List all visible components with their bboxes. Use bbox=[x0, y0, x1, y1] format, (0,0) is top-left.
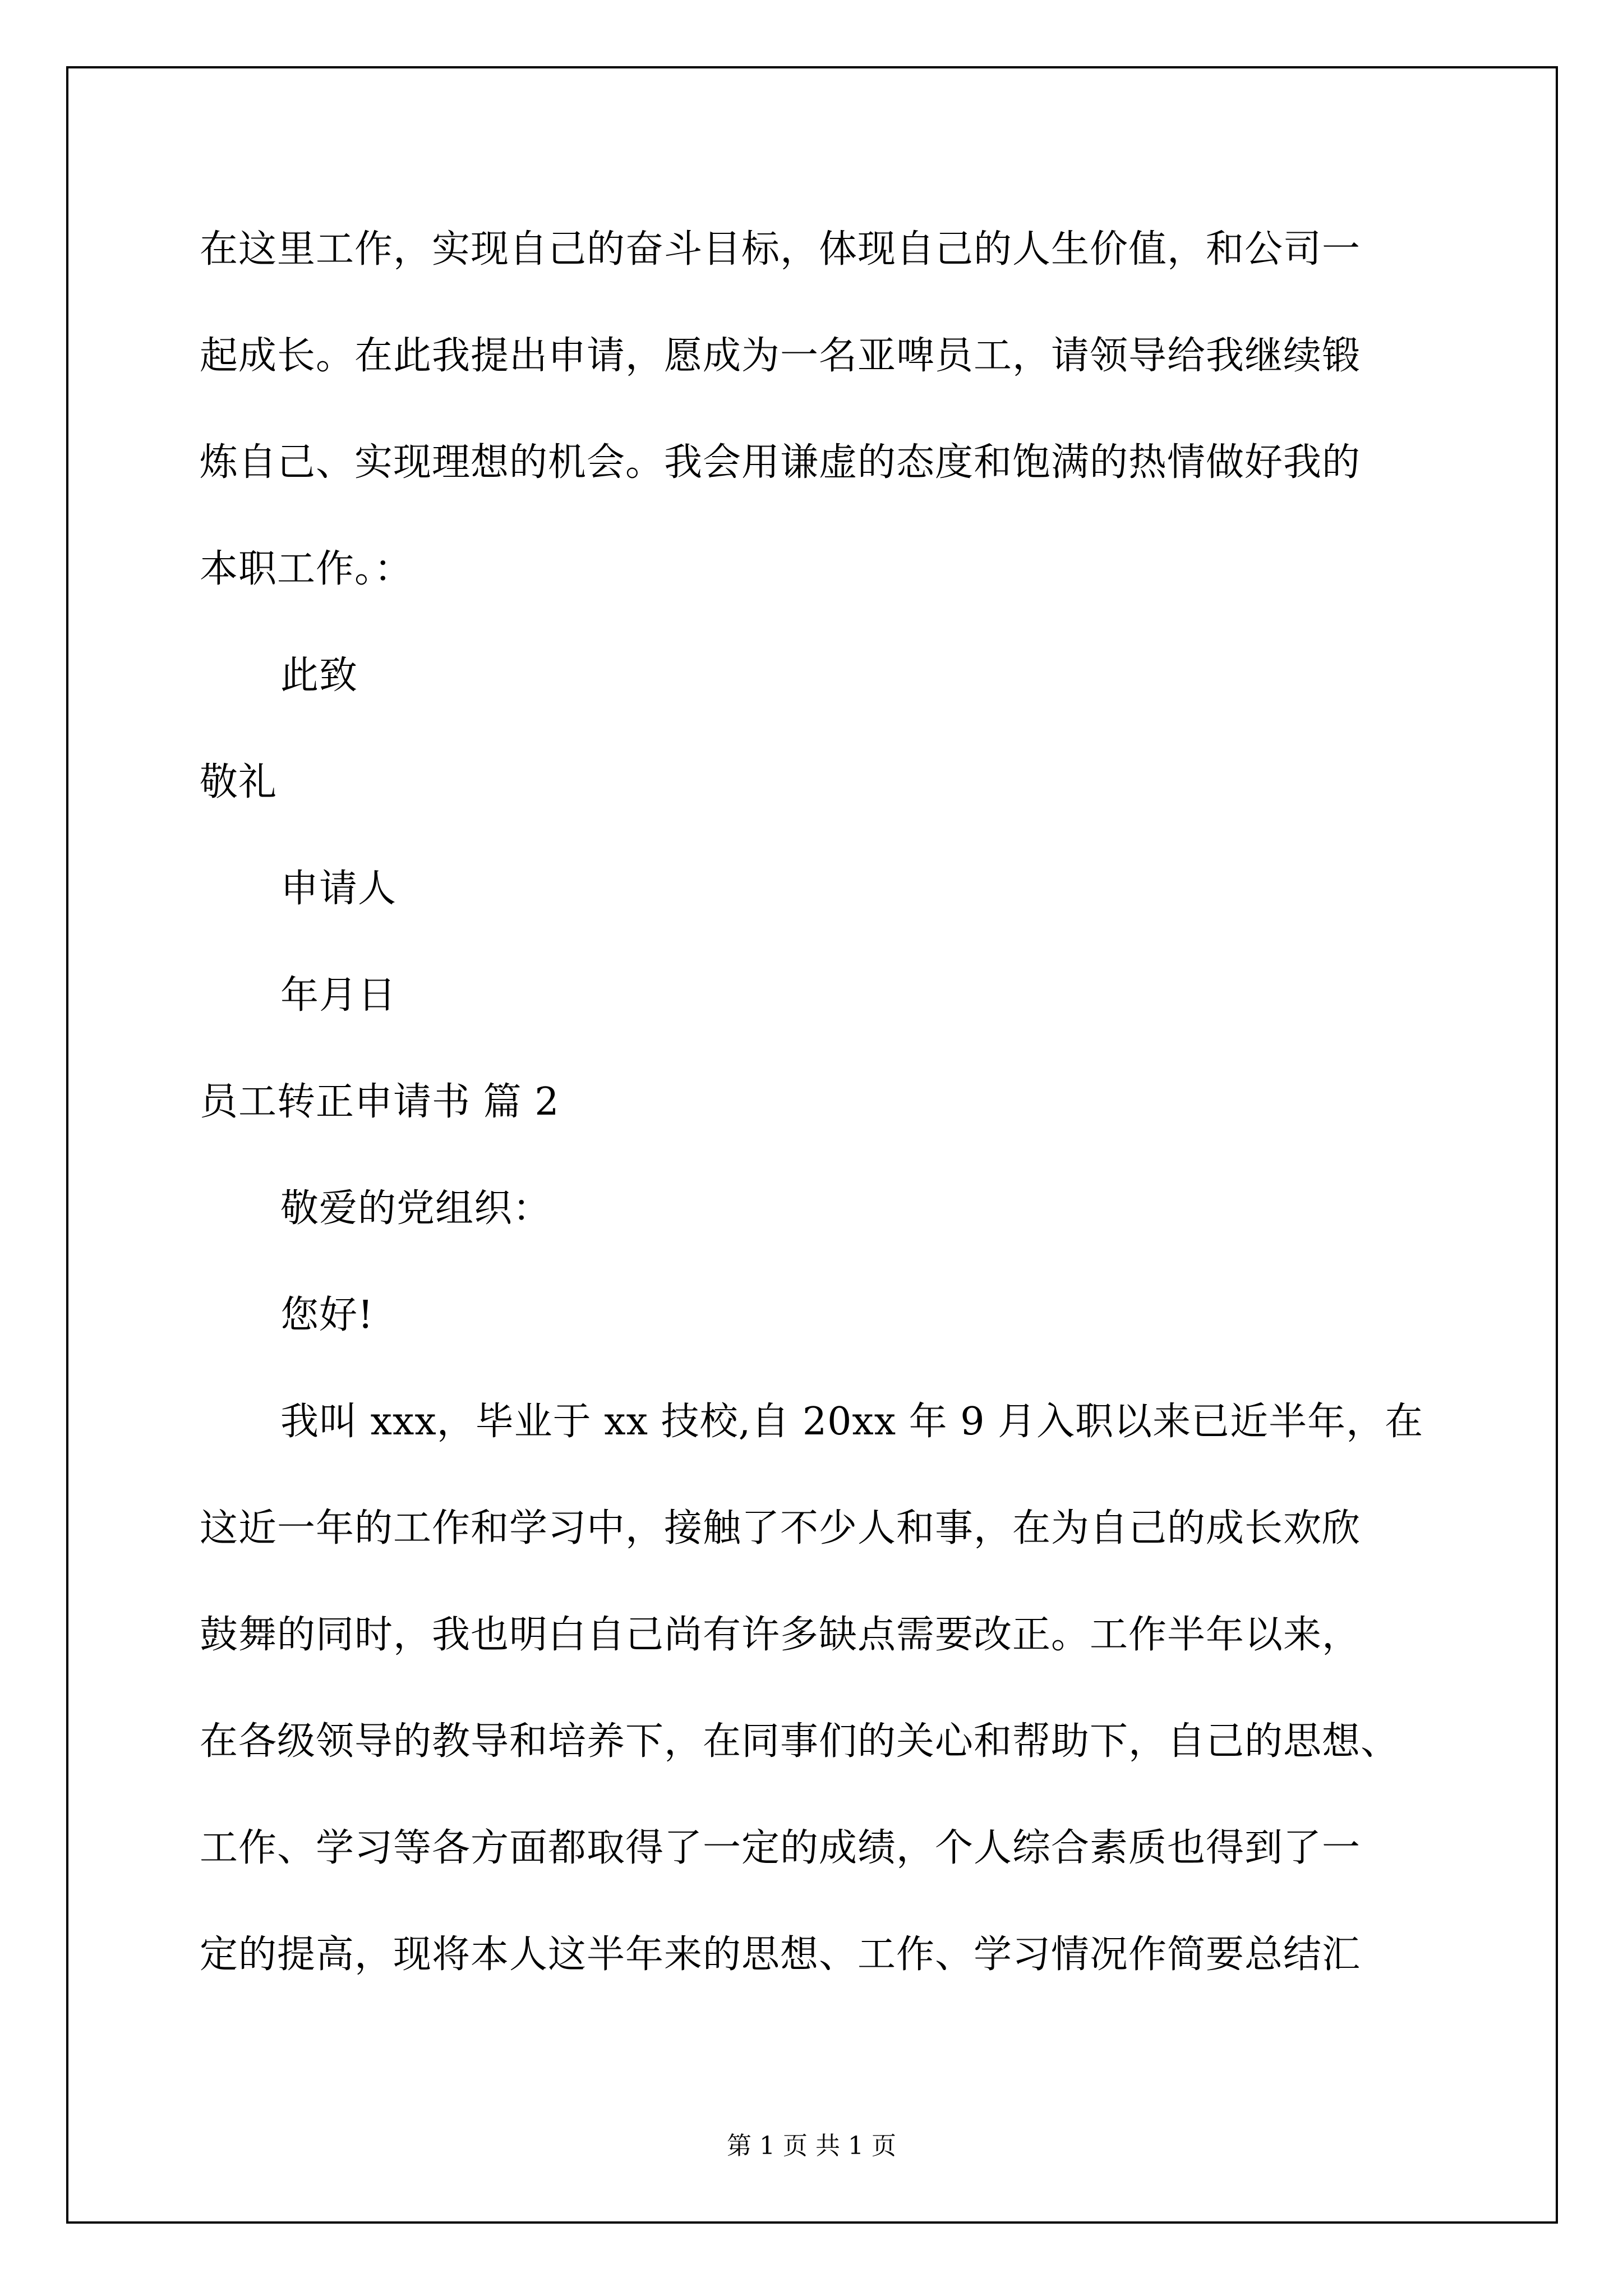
body-line-1: 在这里工作，实现自己的奋斗目标，体现自己的人生价值，和公司一 bbox=[200, 227, 1361, 272]
page-footer: 第 1 页 共 1 页 bbox=[727, 2132, 896, 2160]
closing-salutation: 此致 bbox=[280, 654, 358, 698]
body-line-4: 本职工作。： bbox=[200, 547, 413, 591]
body-line-15: 在各级领导的教导和培养下，在同事们的关心和帮助下，自己的思想、 bbox=[200, 1719, 1400, 1764]
body-line-14: 鼓舞的同时，我也明白自己尚有许多缺点需要改正。工作半年以来， bbox=[200, 1613, 1361, 1657]
body-line-12: 我叫 xxx，毕业于 xx 技校,自 20xx 年 9 月入职以来已近半年，在 bbox=[280, 1400, 1424, 1444]
page-border bbox=[66, 66, 1558, 2224]
greeting-addressee: 敬爱的党组织： bbox=[280, 1186, 552, 1231]
signature-date: 年月日 bbox=[280, 973, 397, 1018]
body-line-13: 这近一年的工作和学习中，接触了不少人和事，在为自己的成长欢欣 bbox=[200, 1506, 1361, 1550]
section-heading: 员工转正申请书 篇 2 bbox=[200, 1080, 560, 1124]
closing-regards: 敬礼 bbox=[200, 760, 278, 804]
signature-applicant: 申请人 bbox=[280, 867, 397, 911]
greeting-hello: 您好! bbox=[280, 1293, 374, 1337]
body-line-17: 定的提高，现将本人这半年来的思想、工作、学习情况作简要总结汇 bbox=[200, 1932, 1361, 1977]
body-line-16: 工作、学习等各方面都取得了一定的成绩，个人综合素质也得到了一 bbox=[200, 1826, 1361, 1870]
body-line-3: 炼自己、实现理想的机会。我会用谦虚的态度和饱满的热情做好我的 bbox=[200, 440, 1361, 485]
body-line-2: 起成长。在此我提出申请，愿成为一名亚啤员工，请领导给我继续锻 bbox=[200, 334, 1361, 378]
